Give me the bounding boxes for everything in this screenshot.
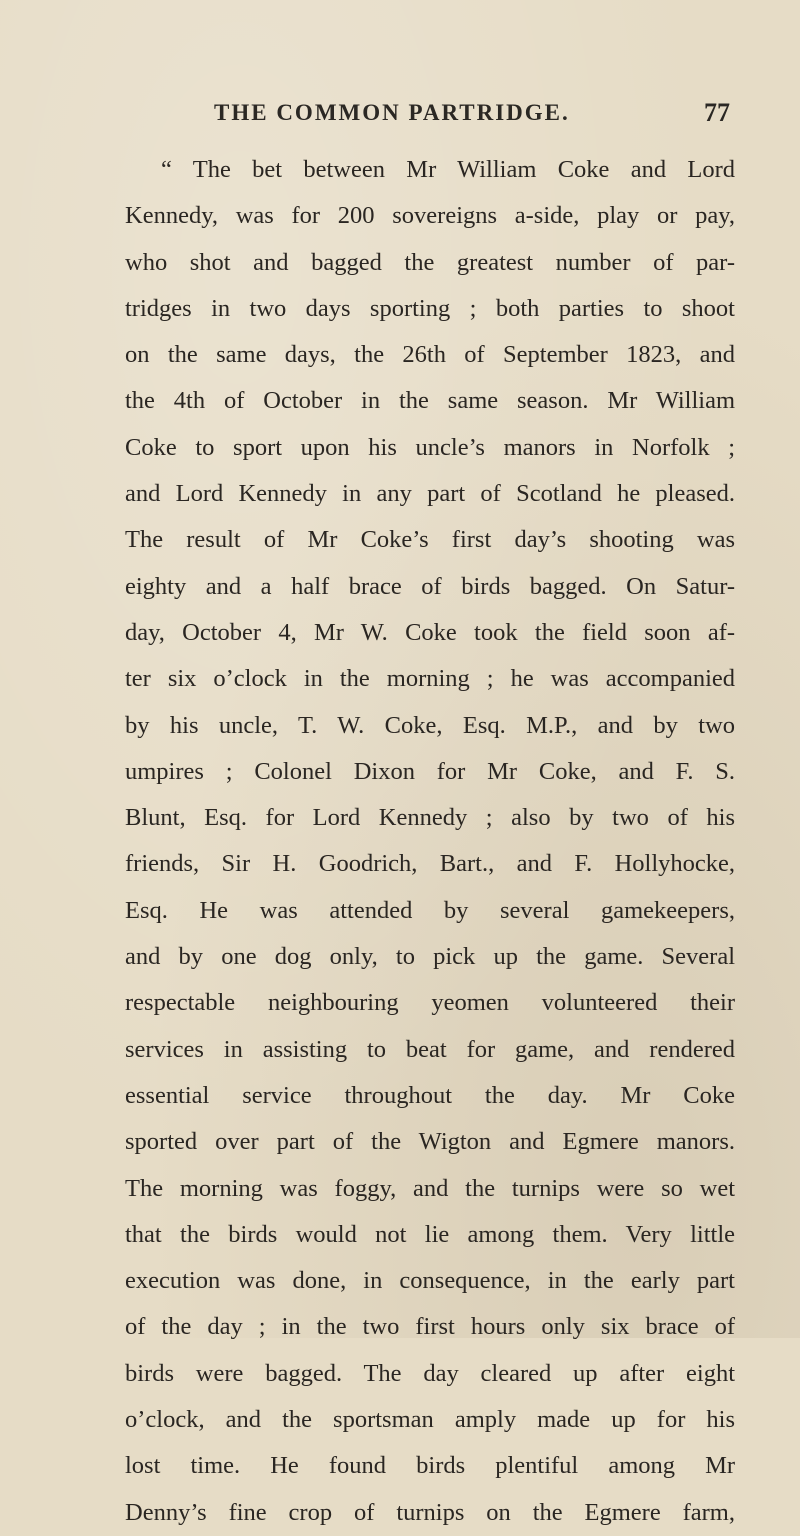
text-line: sported over part of the Wigton and Egmere manors. [125, 1128, 735, 1156]
text-line: Esq. He was attended by several gamekeepers, [125, 896, 735, 924]
page-header [190, 100, 730, 140]
text-line: that the birds would not lie among them. Very little [125, 1220, 735, 1248]
text-line: and Lord Kennedy in any part of Scotland he pleased. [125, 480, 736, 508]
text-line: eighty and a half brace of birds bagged. On Satur- [125, 572, 736, 600]
text-line: on the same days, the 26th of September 1823, and [125, 341, 735, 369]
text-line: Kennedy, was for 200 sovereigns a-side, play or pay, [125, 202, 736, 230]
text-line: friends, Sir H. Goodrich, Bart., and F. Hollyhocke, [125, 850, 736, 878]
text-line: essential service throughout the day. Mr Coke [125, 1081, 736, 1109]
text-line: of the day ; in the two first hours only six brace of [125, 1313, 735, 1341]
text-line: by his uncle, T. W. Coke, Esq. M.P., and by two [125, 711, 736, 739]
text-line: “ The bet between Mr William Coke and Lord [161, 156, 736, 183]
text-line: Coke to sport upon his uncle’s manors in Norfolk ; [125, 433, 736, 461]
text-line: tridges in two days sporting ; both parties to shoot [125, 294, 735, 322]
text-line: who shot and bagged the greatest number of par- [125, 248, 735, 276]
text-line: the 4th of October in the same season. Mr William [125, 387, 736, 415]
text-line: and by one dog only, to pick up the game. Several [125, 943, 735, 971]
page-number: 77 [704, 98, 730, 127]
body-text [125, 147, 735, 1536]
text-line: lost time. He found birds plentiful among Mr [125, 1452, 736, 1480]
text-line: ter six o’clock in the morning ; he was accompanied [125, 665, 735, 693]
text-line: The result of Mr Coke’s first day’s shooting was [125, 526, 736, 554]
text-line: execution was done, in consequence, in the early part [125, 1267, 735, 1295]
text-line: respectable neighbouring yeomen volunteered their [125, 989, 735, 1017]
text-line: day, October 4, Mr W. Coke took the field soon af- [125, 618, 736, 646]
text-line: birds were bagged. The day cleared up after eight [125, 1359, 736, 1387]
running-head: THE COMMON PARTRIDGE. [214, 100, 570, 125]
text-line: services in assisting to beat for game, and rendered [125, 1035, 735, 1063]
text-line: o’clock, and the sportsman amply made up for his [125, 1406, 736, 1434]
text-line: Denny’s fine crop of turnips on the Egmere farm, [125, 1498, 735, 1526]
text-line: The morning was foggy, and the turnips were so wet [125, 1174, 736, 1202]
text-line: umpires ; Colonel Dixon for Mr Coke, and F. S. [125, 757, 735, 785]
text-line: Blunt, Esq. for Lord Kennedy ; also by two of his [125, 804, 735, 832]
